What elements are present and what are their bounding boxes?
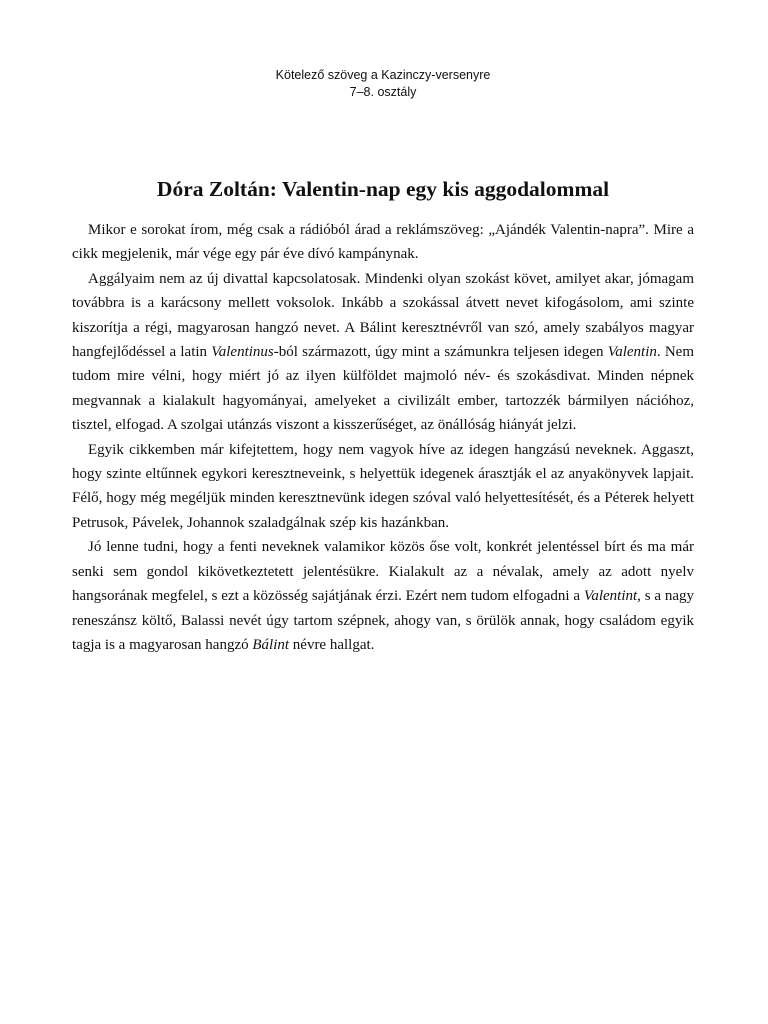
paragraph-2-emphasis-valentinus: Valentinus [211,344,274,361]
paragraph-4-text-b: , s a nagy reneszánsz költő, Balassi nevét úgy tartom szépnek, ahogy van, s örülök annak, hogy családom egyik tagja is a magyarosan hangzó [72,588,694,653]
paragraph-1 [72,218,694,267]
paragraph-2-emphasis-valentin: Valentin [607,344,657,361]
paragraph-2 [72,267,694,438]
header-line-competition: Kötelező szöveg a Kazinczy-versenyre [275,68,491,82]
article-body [72,218,694,657]
paragraph-3-text: Egyik cikkemben már kifejtettem, hogy nem vagyok híve az idegen hangzású neveknek. Aggaszt, hogy szinte eltűnnek egykori keresztneveink, s helyettük idegenek árasztják el az anyakönyvek lapjait. Félő, hogy még megéljük minden keresztnevünk idegen szóval való helyettesítését, és a Péterek helyett Petrusok, Pávelek, Johannok szaladgálnak szép kis hazánkban. [72,441,694,531]
paragraph-2-text-c: . Nem tudom mire vélni, hogy miért jó az ilyen külföldet majmoló név- és szokásdivat. Minden népnek megvannak a kialakult hagyományai, amelyeket a civilizált ember, tartozzék bármilyen nációhoz, tisztel, elfogad. A szolgai utánzás viszont a kisszerűséget, az önállóság hiányát jelzi. [72,344,695,434]
paragraph-4-emphasis-valentint: Valentint [583,588,638,605]
paragraph-4-emphasis-balint: Bálint [252,636,290,653]
paragraph-1-text: Mikor e sorokat írom, még csak a rádióból árad a reklámszöveg: „Ajándék Valentin-napra”. Mire a cikk megjelenik, már vége egy pár éve dívó kampánynak. [72,222,694,263]
paragraph-3 [72,438,694,536]
header-line-grade: 7–8. osztály [349,85,417,99]
paragraph-4 [72,535,694,657]
paragraph-4-text-c: névre hallgat. [289,636,375,653]
article-title: Dóra Zoltán: Valentin-nap egy kis aggodalommal [156,177,610,201]
paragraph-2-text-a: Aggályaim nem az új divattal kapcsolatosak. Mindenki olyan szokást követ, amilyet akar, jómagam továbbra is a karácsony mellett voksolok. Inkább a szokással átvett nevet kifogásolom, ami szinte kiszorítja a régi, magyarosan hangzó nevet. A Bálint keresztnévről van szó, amely szabályos magyar hangfejlődéssel a latin [72,270,694,361]
paragraph-2-text-b: -ból származott, úgy mint a számunkra teljesen idegen [273,344,608,361]
document-page [72,0,694,657]
document-header [72,67,694,101]
paragraph-4-text-a: Jó lenne tudni, hogy a fenti neveknek valamikor közös őse volt, konkrét jelentéssel bírt és ma már senki sem gondol kikövetkeztetett jelentésükre. Kialakult az a névalak, amely az adott nyelv hangsorának megfelel, s ezt a közösség sajátjának érzi. Ezért nem tudom elfogadni a [72,539,694,605]
